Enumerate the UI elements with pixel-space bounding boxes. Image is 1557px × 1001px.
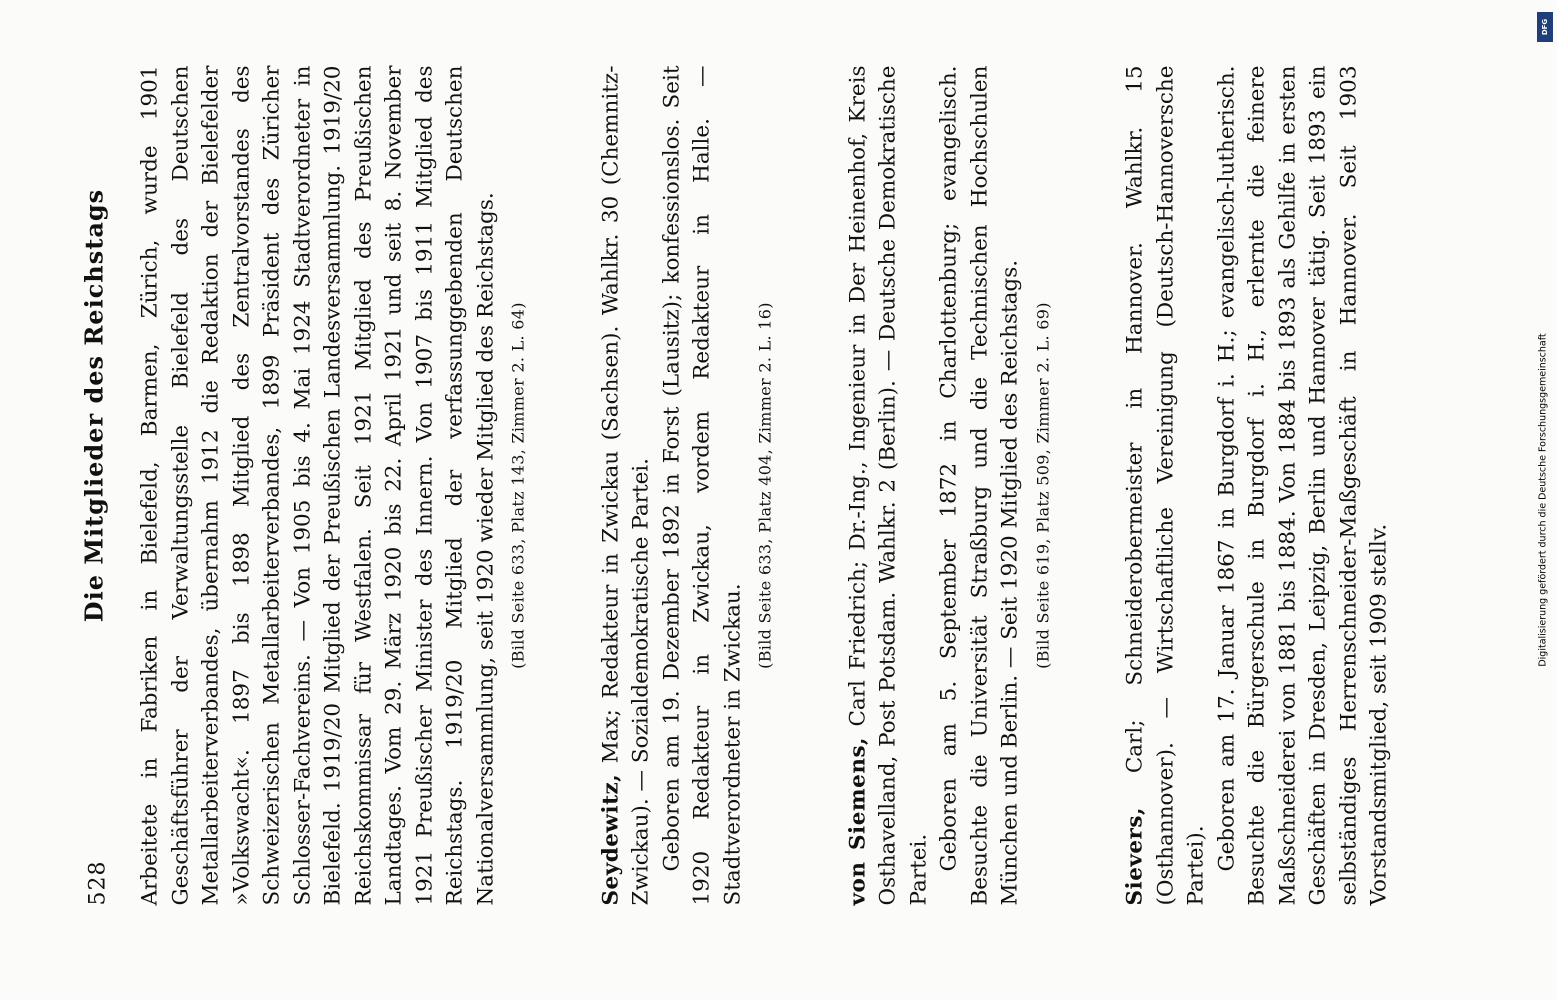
entry-continuation: [136, 66, 535, 906]
member-intro: Max; Redakteur in Zwickau (Sachsen). Wahlkr. 30 (Chemnitz-Zwickau). — Sozialdemokratische Partei.: [598, 65, 654, 906]
page-number: 528: [85, 860, 111, 906]
entry-body: Arbeitete in Fabriken in Bielefeld, Barmen, Zürich, wurde 1901 Geschäftsführer der Verwaltungsstelle Bielefeld des Deutschen Metallarbeiterverbandes, übernahm 1912 die Redaktion der Bielefelder »Volkswacht«. 1897 bis 1898 Mitglied des Zentralvorstandes des Schweizerischen Metallarbeiterverbandes, 1899 Präsident des Züricher Schlosser-Fachvereins. — Von 1905 bis 4. Mai 1924 Stadtverordneter in Bielefeld. 1919/20 Mitglied der Preußischen Landesversammlung. 1919/20 Reichskommissar für Westfalen. Seit 1921 Mitglied des Preußischen Landtages. Vom 29. März 1920 bis 22. April 1921 und seit 8. November 1921 Preußischer Minister des Innern. Von 1907 bis 1911 Mitglied des Reichstags. 1919/20 Mitglied der verfassunggebenden Deutschen Nationalversammlung, seit 1920 wieder Mitglied des Reichstags.: [137, 65, 498, 906]
entry-header: [1121, 66, 1213, 906]
page-title: Die Mitglieder des Reichstags: [79, 188, 109, 623]
member-name: Sievers,: [1122, 807, 1148, 906]
rotated-page-content: [0, 1, 1557, 1001]
entry-von-siemens: [843, 66, 1059, 906]
entry-reference: (Bild Seite 619, Platz 509, Zimmer 2. L. 69): [1033, 302, 1052, 669]
body-text: [136, 66, 1396, 906]
entry-body: Geboren am 17. Januar 1867 in Burgdorf i. H.; evangelisch-lutherisch. Besuchte die Bürgerschule in Burgdorf i. H., erlernte die feinere Maßschneiderei von 1881 bis 1884. Von 1884 bis 1893 als Gehilfe in ersten Geschäften in Dresden, Leipzig, Berlin und Hannover tätig. Seit 1893 ein selbständiges Herrenschneider-Maßgeschäft in Hannover. Seit 1903 Vorstandsmitglied, seit 1909 stellv.: [1214, 65, 1392, 906]
running-head: [80, 66, 120, 906]
dfg-logo-label: DFG: [1541, 18, 1549, 36]
entry-body: Geboren am 5. September 1872 in Charlottenburg; evangelisch. Besuchte die Universität Straßburg und die Technischen Hochschulen München und Berlin. — Seit 1920 Mitglied des Reichstags.: [936, 65, 1023, 906]
digitization-credit: [1533, 12, 1553, 988]
entry-sievers: [1121, 66, 1396, 906]
dfg-logo: [1537, 12, 1553, 42]
member-intro: Carl Friedrich; Dr.-Ing., Ingenieur in Der Heinenhof, Kreis Osthavelland, Post Potsdam. Wahlkr. 2 (Berlin). — Deutsche Demokratische Partei.: [845, 65, 931, 906]
member-intro: Carl; Schneiderobermeister in Hannover. Wahlkr. 15 (Osthannover). — Wirtschaftliche Vereinigung (Deutsch-Hannoversche Partei).: [1122, 65, 1209, 906]
member-name: Seydewitz,: [598, 773, 623, 906]
digitization-credit-text: Digitalisierung gefördert durch die Deutsche Forschungsgemeinschaft: [1537, 333, 1549, 667]
entry-reference: (Bild Seite 633, Platz 404, Zimmer 2. L. 16): [755, 302, 775, 669]
entry-reference: (Bild Seite 633, Platz 143, Zimmer 2. L. 64): [508, 302, 528, 669]
entry-seydewitz: [596, 66, 781, 906]
member-name: von Siemens,: [845, 736, 870, 906]
entry-header: [843, 66, 935, 906]
entry-header: [596, 66, 657, 906]
entry-body: Geboren am 19. Dezember 1892 in Forst (Lausitz); konfessionslos. Seit 1920 Redakteur in Zwickau, vordem Redakteur in Halle. — Stadtverordneter in Zwickau.: [659, 65, 745, 906]
